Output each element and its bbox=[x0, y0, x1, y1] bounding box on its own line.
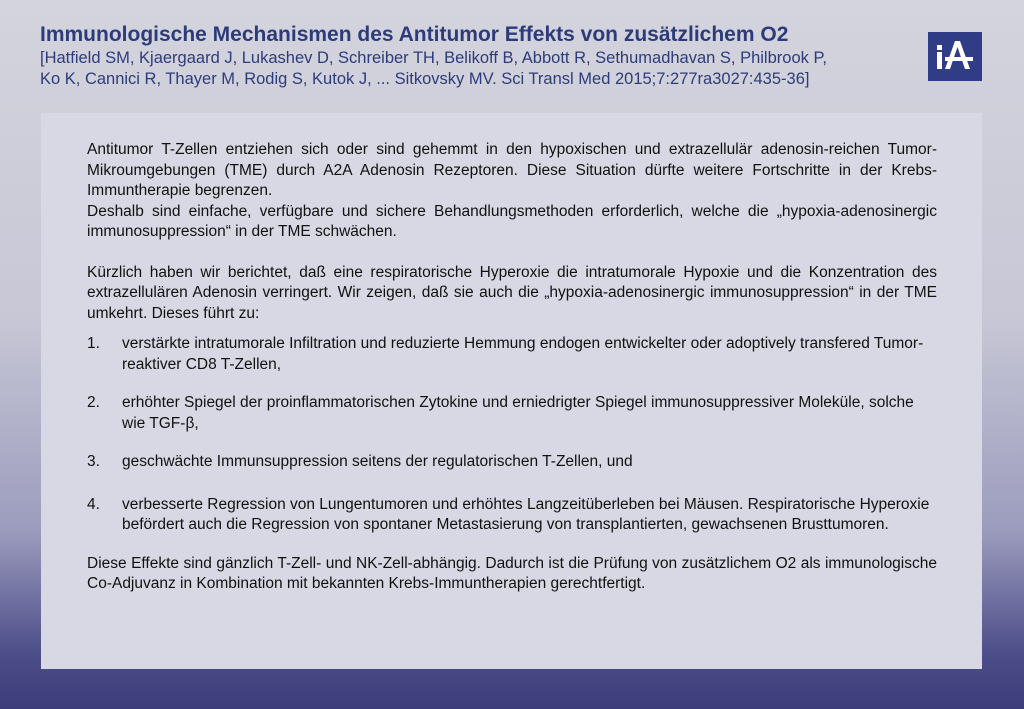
list-item-text: geschwächte Immunsuppression seitens der regulatorischen T-Zellen, und bbox=[122, 453, 633, 470]
results-list bbox=[87, 334, 937, 536]
content-text bbox=[87, 140, 937, 595]
paragraph-1: Antitumor T-Zellen entziehen sich oder sind gehemmt in den hypoxischen und extrazellulär adenosin-reichen Tumor-Mikroumgebungen (TME) durch A2A Adenosin Rezeptoren. Diese Situation dürfte weitere Fortschritte in der Krebs-Immuntherapie begrenzen. bbox=[87, 141, 937, 199]
institution-logo-icon bbox=[928, 32, 982, 81]
list-item-number: 2. bbox=[87, 394, 100, 411]
paragraph-2: Deshalb sind einfache, verfügbare und sichere Behandlungsmethoden erforderlich, welche die „hypoxia-adenosinergic immunosuppression“ in der TME schwächen. bbox=[87, 202, 937, 240]
list-item-number: 3. bbox=[87, 453, 100, 470]
paragraph-3: Kürzlich haben wir berichtet, daß eine respiratorische Hyperoxie die intratumorale Hypoxie und die Konzentration des extrazellulären Adenosin verringert. Wir zeigen, daß sie auch die „hypoxia-adenosinergic immunosuppression“ in der TME umkehrt. Dieses führt zu: bbox=[87, 263, 937, 322]
list-item bbox=[87, 334, 937, 375]
list-item-text: erhöhter Spiegel der proinflammatorischen Zytokine und erniedrigter Spiegel immunosuppressiver Moleküle, solche wie TGF-β, bbox=[122, 394, 914, 432]
list-item-text: verstärkte intratumorale Infiltration und reduzierte Hemmung endogen entwickelter oder adoptively transfered Tumor-reaktiver CD8 T-Zellen, bbox=[122, 335, 924, 373]
list-item-text: verbesserte Regression von Lungentumoren und erhöhtes Langzeitüberleben bei Mäusen. Respiratorische Hyperoxie befördert auch die Regression von spontaner Metastasierung von transplantierten, gewachsenen Brusttumoren. bbox=[122, 495, 930, 533]
header bbox=[40, 22, 920, 90]
list-item bbox=[87, 495, 937, 536]
spacer bbox=[87, 243, 937, 263]
content-panel bbox=[41, 113, 982, 669]
page-title: Immunologische Mechanismen des Antitumor Effekts von zusätzlichem O2 bbox=[40, 23, 789, 46]
logo-mark bbox=[928, 32, 982, 81]
closing-paragraph: Diese Effekte sind gänzlich T-Zell- und NK-Zell-abhängig. Dadurch ist die Prüfung von zusätzlichem O2 als immunologische Co-Adjuvanz in Kombination mit bekannten Krebs-Immuntherapien gerechtfertigt. bbox=[87, 554, 937, 592]
citation-line-2: Ko K, Cannici R, Thayer M, Rodig S, Kutok J, ... Sitkovsky MV. Sci Transl Med 2015;7:277ra3027:435-36] bbox=[40, 70, 810, 88]
list-item bbox=[87, 452, 937, 473]
citation-line-1: [Hatfield SM, Kjaergaard J, Lukashev D, Schreiber TH, Belikoff B, Abbott R, Sethumadhavan S, Philbrook P, bbox=[40, 49, 827, 67]
list-item-number: 4. bbox=[87, 495, 100, 513]
list-item bbox=[87, 393, 937, 434]
list-item-number: 1. bbox=[87, 335, 100, 352]
